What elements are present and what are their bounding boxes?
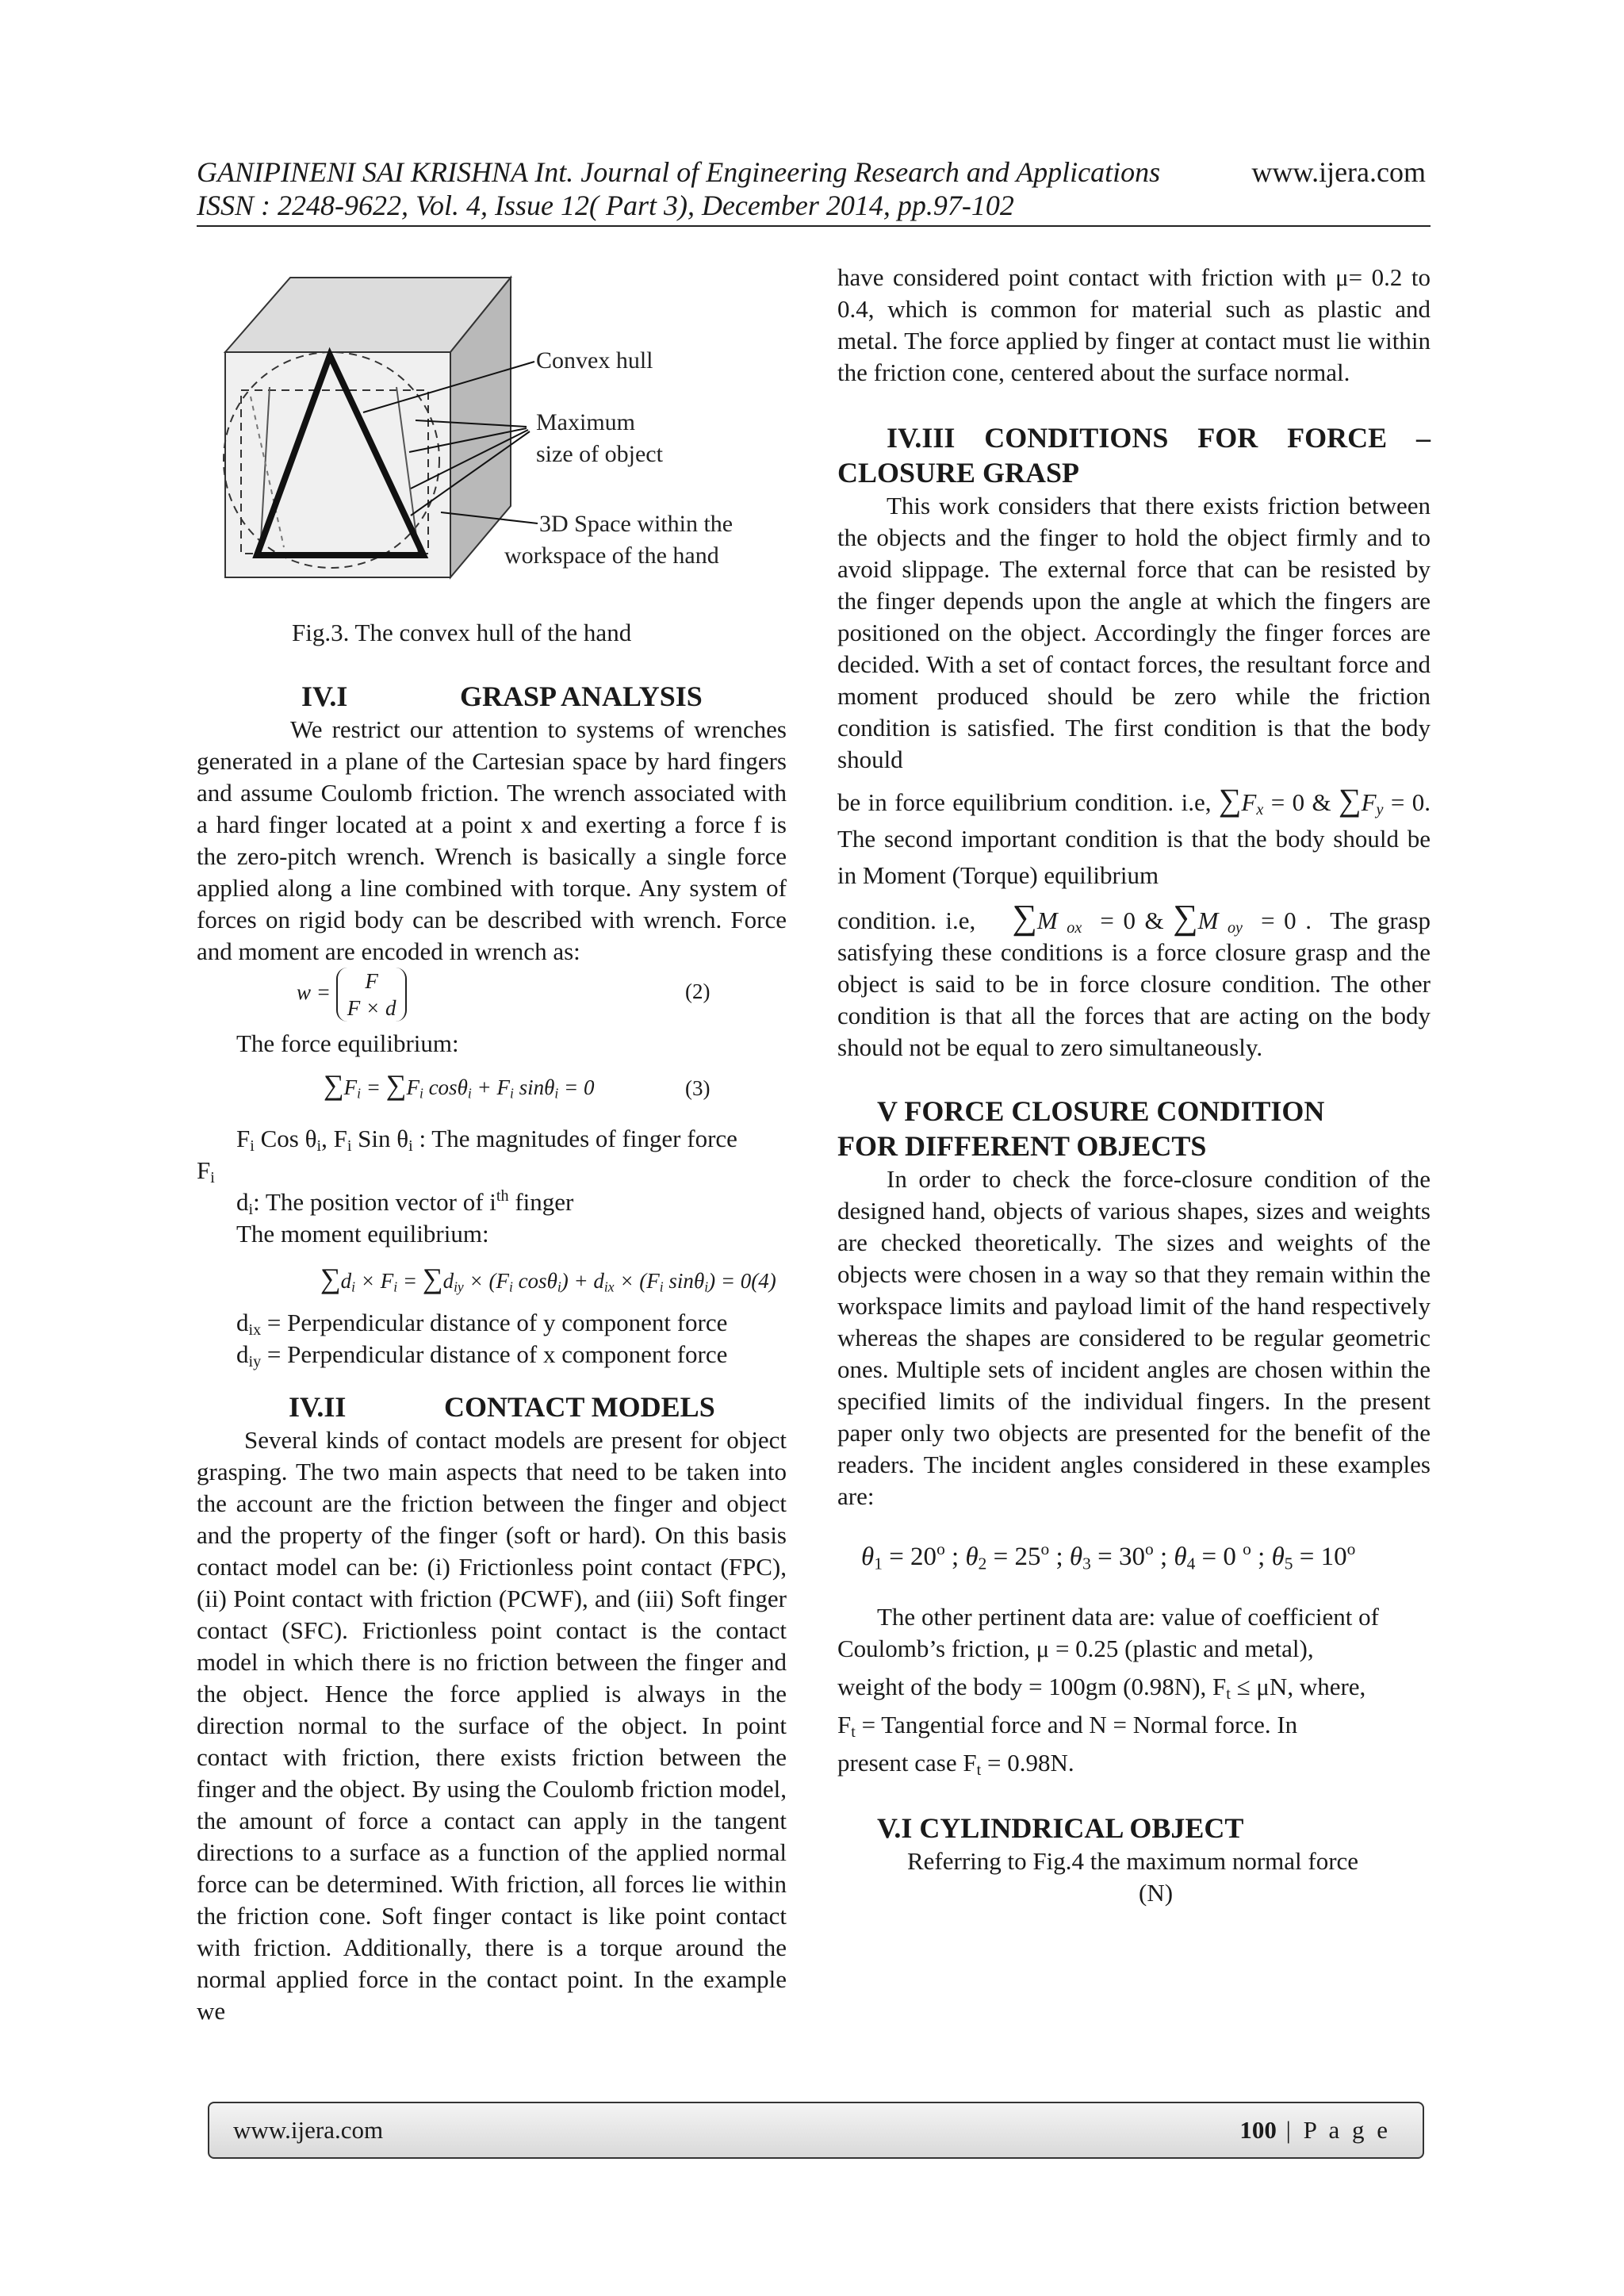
- conditions-paragraph: This work considers that there exists friction between the objects and the finger to hold the object firmly and to avoid slippage. The external force that can be resisted by the finger depends upon the angle at which the fingers are positioned on the object. Accordingly the finger forces are decided. With a set of contact forces, the resultant force and moment produced should be zero while the friction condition is satisfied. The first condition is that the body should: [837, 492, 1431, 773]
- label-maximum: Maximum: [536, 409, 635, 435]
- diy-definition: $d_{iy}$ = Perpendicular distance of x component force: [236, 1340, 728, 1371]
- section-heading-force-closure-line2: FOR DIFFERENT OBJECTS: [837, 1130, 1207, 1162]
- force-equilibrium-label: The force equilibrium:: [236, 1029, 459, 1057]
- equation-3: $\sum F_i = \sum F_i$ $\cos\theta_i + F_i$ sinθ$_i$ = 0 (3): [324, 1069, 710, 1102]
- footer-website[interactable]: www.ijera.com: [233, 2116, 384, 2144]
- pertinent-data-line3: $F_t$ = Tangential force and N = Normal force. In: [837, 1711, 1298, 1742]
- finger-force-definition-wrap: $F_i$: [197, 1156, 215, 1187]
- page-footer: [208, 2102, 1424, 2159]
- force-closure-paragraph: In order to check the force-closure condition of the designed hand, objects of various shapes, sizes and weights are checked theoretically. The sizes and weights of the objects were chosen in a way so that they remain within the workspace limits and payload limit of the hand respectively whereas the shapes are considered to be regular geometric ones. Multiple sets of incident angles are chosen within the specified limits of the individual fingers. In the present paper only two objects are presented for the benefit of the readers. The incident angles considered in these examples are:: [837, 1165, 1431, 1510]
- contact-models-paragraph: Several kinds of contact models are present for object grasping. The two main aspects that need to be taken into the account are the friction between the finger and object and the property of the finger (soft or hard). On this basis contact model can be: (i) Frictionless point contact (FPC), (ii) Point contact with friction (PCWF), and (iii) Soft finger contact (SFC). Frictionless point contact is the contact model in which there is no friction between the finger and the object. Hence the force applied is always in the direction normal to the surface of the object. In point contact with friction, there exists friction between the finger and the object. By using the Coulomb friction model, the amount of force a contact can apply in the tangent directions to a surface as a function of the applied normal force can be determined. With friction, all forces lie within the friction cone. Soft finger contact is like point contact with friction. Additionally, there is a torque around the normal applied force in the contact point. In the example we: [197, 1426, 787, 2025]
- section-heading-contact-models: IV.II CONTACT MODELS: [289, 1391, 715, 1423]
- label-3d-space: 3D Space within the: [539, 511, 733, 537]
- cylindrical-paragraph-line1: Referring to Fig.4 the maximum normal force: [907, 1847, 1359, 1875]
- moment-equilibrium-label: The moment equilibrium:: [236, 1220, 489, 1248]
- pertinent-data-line2: weight of the body = 100gm (0.98N), $F_t \le \mu N$, where,: [837, 1673, 1366, 1704]
- figure-3-convex-hull: [197, 262, 787, 611]
- convex-hull-diagram: [197, 262, 787, 611]
- header-issn-line: ISSN : 2248-9622, Vol. 4, Issue 12( Part 3), December 2014, pp.97-102: [197, 190, 1014, 221]
- moment-equilibrium-condition: condition. i.e, ∑M $_{ox}$ = 0 & ∑M $_{oy}$ = 0 . The grasp satisfying these conditions is a force closure grasp and the object is said to be in force closure condition. The other condition is that all the forces that are acting on the body should not be equal to zero simultaneously.: [837, 898, 1431, 1061]
- header-website[interactable]: www.ijera.com: [1251, 156, 1426, 188]
- label-workspace: workspace of the hand: [504, 542, 719, 569]
- finger-force-definition: $F_i$ Cos $\theta_i$, $F_i$ Sin $\theta_i$ : The magnitudes of finger force: [236, 1125, 737, 1156]
- grasp-analysis-paragraph: We restrict our attention to systems of wrenches generated in a plane of the Cartesian space by hard fingers and assume Coulomb friction. The wrench associated with a hard finger located at a point x and exerting a force f is the zero-pitch wrench. Wrench is basically a single force applied along a line combined with torque. Any system of forces on rigid body can be described with wrench. Force and moment are encoded in wrench as:: [197, 715, 787, 965]
- force-equilibrium-condition: be in force equilibrium condition. i.e, $\sum F_x = 0$ & $\sum F_y = 0$. The second important condition is that the body should be in Moment (Torque) equilibrium: [837, 782, 1431, 889]
- pertinent-data-line4: present case $F_t = 0.98N$.: [837, 1749, 1074, 1780]
- section-heading-conditions-line1: IV.III CONDITIONS FOR FORCE –: [887, 422, 1431, 454]
- dix-definition: $d_{ix}$ = Perpendicular distance of y component force: [236, 1309, 728, 1340]
- friction-paragraph: have considered point contact with friction with μ= 0.2 to 0.4, which is common for material such as plastic and metal. The force applied by finger at contact must lie within the friction cone, centered about the surface normal.: [837, 263, 1431, 386]
- right-column: [837, 262, 1431, 1909]
- section-heading-cylindrical-object: V.I CYLINDRICAL OBJECT: [877, 1812, 1244, 1844]
- section-heading-conditions-line2: CLOSURE GRASP: [837, 457, 1080, 489]
- label-size-of-object: size of object: [536, 441, 663, 467]
- cylindrical-paragraph-line2: (N): [1139, 1879, 1174, 1907]
- header-journal-line: GANIPINENI SAI KRISHNA Int. Journal of Engineering Research and Applications: [197, 156, 1161, 188]
- left-column: [197, 262, 787, 2027]
- section-heading-grasp-analysis: IV.I GRASP ANALYSIS: [301, 680, 703, 712]
- page-number: 100: [1239, 2116, 1277, 2144]
- section-heading-force-closure-line1: V FORCE CLOSURE CONDITION: [877, 1095, 1325, 1127]
- position-vector-definition: $d_i$: The position vector of $i^{th}$ finger: [236, 1186, 574, 1219]
- pertinent-data-line1: The other pertinent data are: value of coefficient of Coulomb’s friction, μ = 0.25 (plastic and metal),: [837, 1603, 1379, 1662]
- equation-2: w = F F × d (2): [297, 969, 710, 1020]
- figure-caption: Fig.3. The convex hull of the hand: [292, 619, 632, 646]
- equation-4: $\sum d_i \times F_i = \sum d_{iy} \times (F_i$ $\cos\theta_i) + d_{ix} \times (F_i$ sinθ$_i$) = 0(4): [320, 1263, 776, 1295]
- incident-angles-equation: $\theta_1 = 20^o$ ; $\theta_2 = 25^o$ ; $\theta_3 = 30^o$ ; $\theta_4 = 0$ $^o$ ; $\theta_5 = 10^o$: [861, 1539, 1356, 1573]
- page-label: | P a g e: [1285, 2116, 1391, 2144]
- footer-page-number: [1239, 2116, 1391, 2145]
- running-header: [197, 155, 1431, 227]
- label-convex-hull: Convex hull: [536, 347, 653, 374]
